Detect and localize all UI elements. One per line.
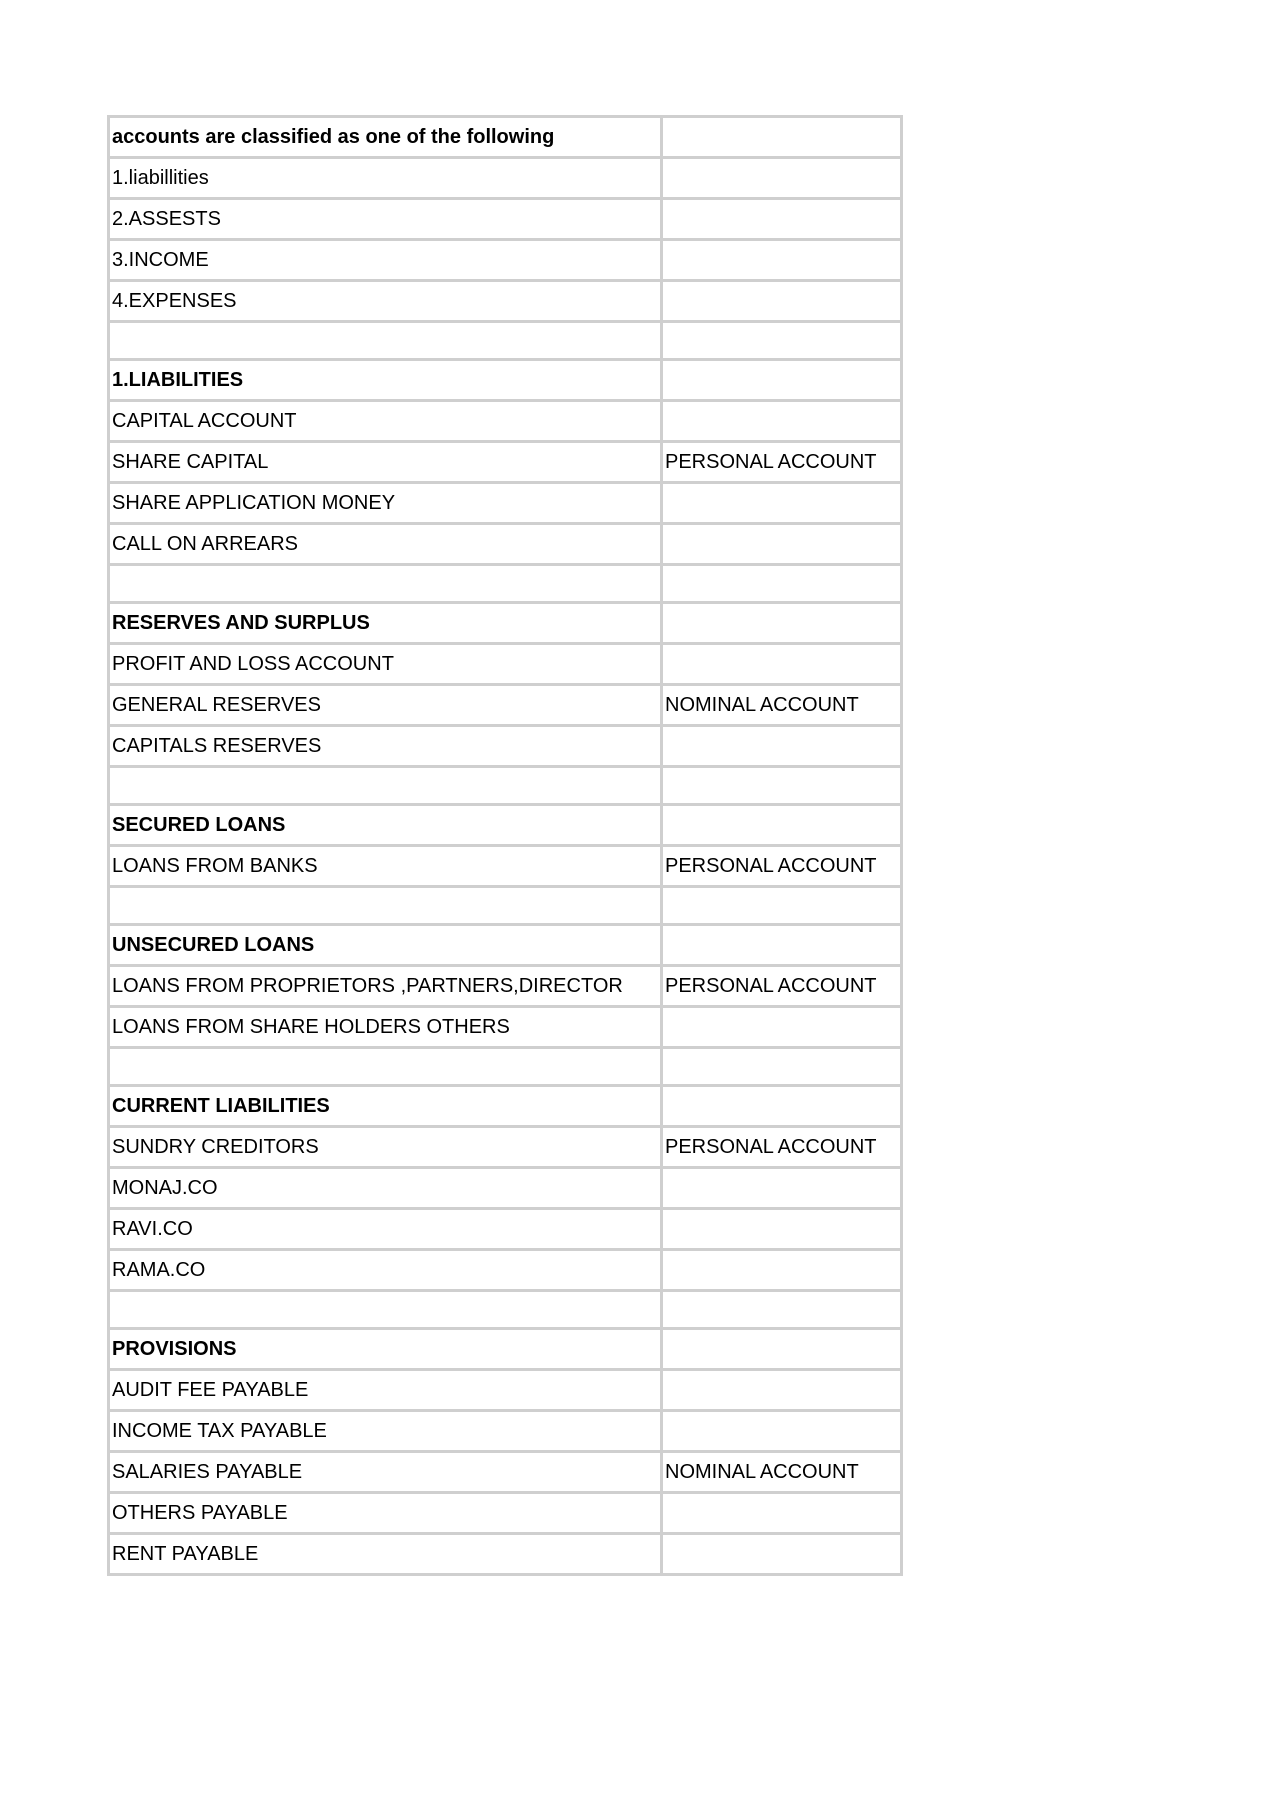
account-type-cell: PERSONAL ACCOUNT: [662, 846, 902, 887]
table-row: [109, 322, 902, 360]
account-type-cell: [662, 524, 902, 565]
account-name-cell: SALARIES PAYABLE: [109, 1452, 662, 1493]
table-row: [109, 767, 902, 805]
account-name-cell: PROFIT AND LOSS ACCOUNT: [109, 644, 662, 685]
section-heading-cell: PROVISIONS: [109, 1329, 662, 1370]
table-row: [109, 1168, 902, 1209]
account-name-cell: LOANS FROM BANKS: [109, 846, 662, 887]
account-type-cell: [662, 1048, 902, 1086]
table-body: [109, 117, 902, 1575]
account-type-cell: [662, 360, 902, 401]
account-name-cell: RAMA.CO: [109, 1250, 662, 1291]
table-row: [109, 966, 902, 1007]
account-type-cell: [662, 240, 902, 281]
account-type-cell: [662, 1370, 902, 1411]
accounts-classification-table: [107, 115, 903, 1576]
account-type-cell: [662, 117, 902, 158]
account-type-cell: [662, 925, 902, 966]
table-row: [109, 603, 902, 644]
account-name-cell: SHARE APPLICATION MONEY: [109, 483, 662, 524]
account-type-cell: [662, 199, 902, 240]
account-type-cell: PERSONAL ACCOUNT: [662, 1127, 902, 1168]
table-row: [109, 401, 902, 442]
table-row: [109, 1534, 902, 1575]
table-row: [109, 685, 902, 726]
table-row: [109, 158, 902, 199]
table-row: [109, 1127, 902, 1168]
table-row: [109, 524, 902, 565]
table-row: [109, 1250, 902, 1291]
account-name-cell: SHARE CAPITAL: [109, 442, 662, 483]
account-name-cell: [109, 322, 662, 360]
table-row: [109, 281, 902, 322]
table-row: [109, 483, 902, 524]
account-name-cell: 4.EXPENSES: [109, 281, 662, 322]
account-name-cell: LOANS FROM SHARE HOLDERS OTHERS: [109, 1007, 662, 1048]
table-row: [109, 565, 902, 603]
account-type-cell: [662, 1291, 902, 1329]
table-row: [109, 117, 902, 158]
account-type-cell: [662, 483, 902, 524]
table-row: [109, 1086, 902, 1127]
account-type-cell: [662, 644, 902, 685]
section-heading-cell: UNSECURED LOANS: [109, 925, 662, 966]
account-type-cell: [662, 1007, 902, 1048]
account-type-cell: [662, 1534, 902, 1575]
account-name-cell: 3.INCOME: [109, 240, 662, 281]
account-type-cell: [662, 767, 902, 805]
account-type-cell: [662, 603, 902, 644]
account-type-cell: [662, 1250, 902, 1291]
table-row: [109, 925, 902, 966]
account-name-cell: [109, 887, 662, 925]
account-type-cell: [662, 1086, 902, 1127]
section-heading-cell: SECURED LOANS: [109, 805, 662, 846]
table-row: [109, 1048, 902, 1086]
table-row: [109, 360, 902, 401]
table-row: [109, 805, 902, 846]
table-row: [109, 1411, 902, 1452]
table-row: [109, 1329, 902, 1370]
account-name-cell: CAPITAL ACCOUNT: [109, 401, 662, 442]
table-row: [109, 1007, 902, 1048]
table-row: [109, 644, 902, 685]
account-type-cell: [662, 887, 902, 925]
account-type-cell: [662, 401, 902, 442]
section-heading-cell: RESERVES AND SURPLUS: [109, 603, 662, 644]
account-name-cell: 1.liabillities: [109, 158, 662, 199]
account-type-cell: [662, 1168, 902, 1209]
account-name-cell: SUNDRY CREDITORS: [109, 1127, 662, 1168]
account-name-cell: INCOME TAX PAYABLE: [109, 1411, 662, 1452]
account-name-cell: CALL ON ARREARS: [109, 524, 662, 565]
table-row: [109, 887, 902, 925]
account-name-cell: LOANS FROM PROPRIETORS ,PARTNERS,DIRECTOR: [109, 966, 662, 1007]
table-row: [109, 1291, 902, 1329]
account-type-cell: [662, 1209, 902, 1250]
account-name-cell: 2.ASSESTS: [109, 199, 662, 240]
account-type-cell: [662, 1411, 902, 1452]
table-row: [109, 442, 902, 483]
account-name-cell: AUDIT FEE PAYABLE: [109, 1370, 662, 1411]
table-row: [109, 1452, 902, 1493]
account-name-cell: [109, 767, 662, 805]
account-name-cell: [109, 565, 662, 603]
table-row: [109, 1370, 902, 1411]
table-row: [109, 240, 902, 281]
account-type-cell: [662, 1329, 902, 1370]
account-type-cell: [662, 322, 902, 360]
account-name-cell: [109, 1048, 662, 1086]
account-type-cell: [662, 281, 902, 322]
section-heading-cell: 1.LIABILITIES: [109, 360, 662, 401]
account-type-cell: PERSONAL ACCOUNT: [662, 966, 902, 1007]
account-type-cell: PERSONAL ACCOUNT: [662, 442, 902, 483]
table-row: [109, 726, 902, 767]
account-name-cell: [109, 1291, 662, 1329]
account-name-cell: CAPITALS RESERVES: [109, 726, 662, 767]
table-row: [109, 846, 902, 887]
account-type-cell: NOMINAL ACCOUNT: [662, 685, 902, 726]
account-name-cell: RENT PAYABLE: [109, 1534, 662, 1575]
table-row: [109, 1493, 902, 1534]
account-type-cell: [662, 158, 902, 199]
account-type-cell: [662, 726, 902, 767]
section-heading-cell: accounts are classified as one of the following: [109, 117, 662, 158]
account-type-cell: [662, 1493, 902, 1534]
account-name-cell: OTHERS PAYABLE: [109, 1493, 662, 1534]
table-row: [109, 199, 902, 240]
section-heading-cell: CURRENT LIABILITIES: [109, 1086, 662, 1127]
table-row: [109, 1209, 902, 1250]
account-type-cell: [662, 805, 902, 846]
account-name-cell: GENERAL RESERVES: [109, 685, 662, 726]
account-name-cell: RAVI.CO: [109, 1209, 662, 1250]
account-name-cell: MONAJ.CO: [109, 1168, 662, 1209]
account-type-cell: NOMINAL ACCOUNT: [662, 1452, 902, 1493]
account-type-cell: [662, 565, 902, 603]
